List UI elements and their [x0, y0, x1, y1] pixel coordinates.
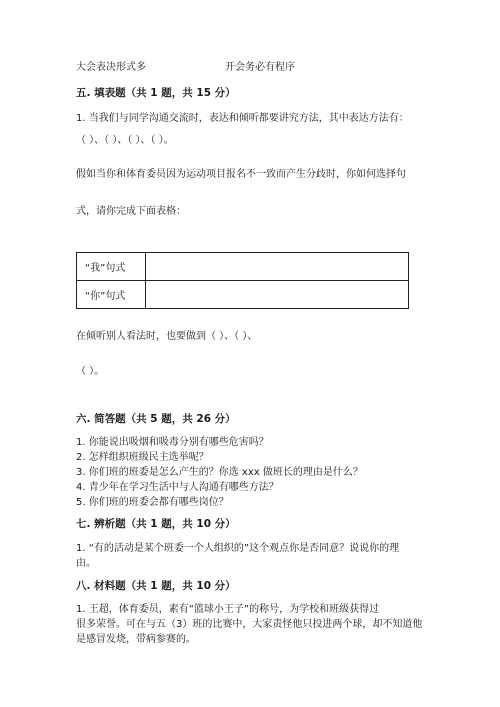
section7-q1-line1: 1. “有的活动是某个班委一个人组织的”这个观点你是否同意？说说你的理 — [76, 543, 400, 554]
section5-q1-line6: （ ）。 — [76, 366, 105, 377]
section5-q1-line5: 在倾听别人看法时，也要做到（ ）、（ ）、 — [76, 331, 258, 342]
list-item: 3. 你们班的班委是怎么产生的？你选 xxx 做班长的理由是什么？ — [76, 467, 363, 478]
section8-q1-line3: 是感冒发烧，带病参赛的。 — [76, 634, 196, 645]
top-line-right: 开会务必有程序 — [225, 62, 295, 73]
section5-q1-line3: 假如当你和体育委员因为运动项目报名不一致而产生分歧时，你如何选择句 — [76, 169, 406, 180]
table-cell-label: “我”句式 — [77, 253, 146, 281]
table-row — [77, 253, 409, 281]
list-item: 5. 你们班的班委会都有哪些岗位？ — [76, 497, 229, 508]
table-row — [77, 281, 409, 309]
section8-heading: 八. 材料题（共 1 题，共 10 分） — [76, 580, 236, 592]
section5-q1-blanks: （ ）、（ ）、（ ）、（ ）。 — [76, 135, 174, 146]
sentence-pattern-table — [76, 252, 409, 309]
section6-heading: 六. 简答题（共 5 题，共 26 分） — [76, 413, 236, 425]
list-item: 4. 青少年在学习生活中与人沟通有哪些方法？ — [76, 482, 279, 493]
section7-heading: 七. 辨析题（共 1 题，共 10 分） — [76, 518, 236, 530]
section5-q1-line1: 1. 当我们与同学沟通交流时，表达和倾听都要讲究方法，其中表达方法有： — [76, 113, 409, 124]
section7-q1-line2: 由。 — [76, 558, 96, 569]
list-item: 1. 你能说出吸烟和吸毒分别有哪些危害吗？ — [76, 437, 269, 448]
section8-q1-line2: 很多荣誉。可在与五（3）班的比赛中，大家责怪他只投进两个球，却不知道他 — [76, 619, 423, 630]
list-item: 2. 怎样组织班级民主选举呢？ — [76, 452, 209, 463]
table-cell-label: “你”句式 — [77, 281, 146, 309]
section5-heading: 五. 填表题（共 1 题，共 15 分） — [76, 87, 236, 99]
table-cell-answer[interactable] — [146, 281, 409, 309]
top-line-left: 大会表决形式多 — [76, 62, 146, 73]
section5-q1-line4: 式，请你完成下面表格： — [76, 206, 186, 217]
table-cell-answer[interactable] — [146, 253, 409, 281]
section8-q1-line1: 1. 王超，体育委员，素有“篮球小王子”的称号，为学校和班级获得过 — [76, 604, 380, 615]
